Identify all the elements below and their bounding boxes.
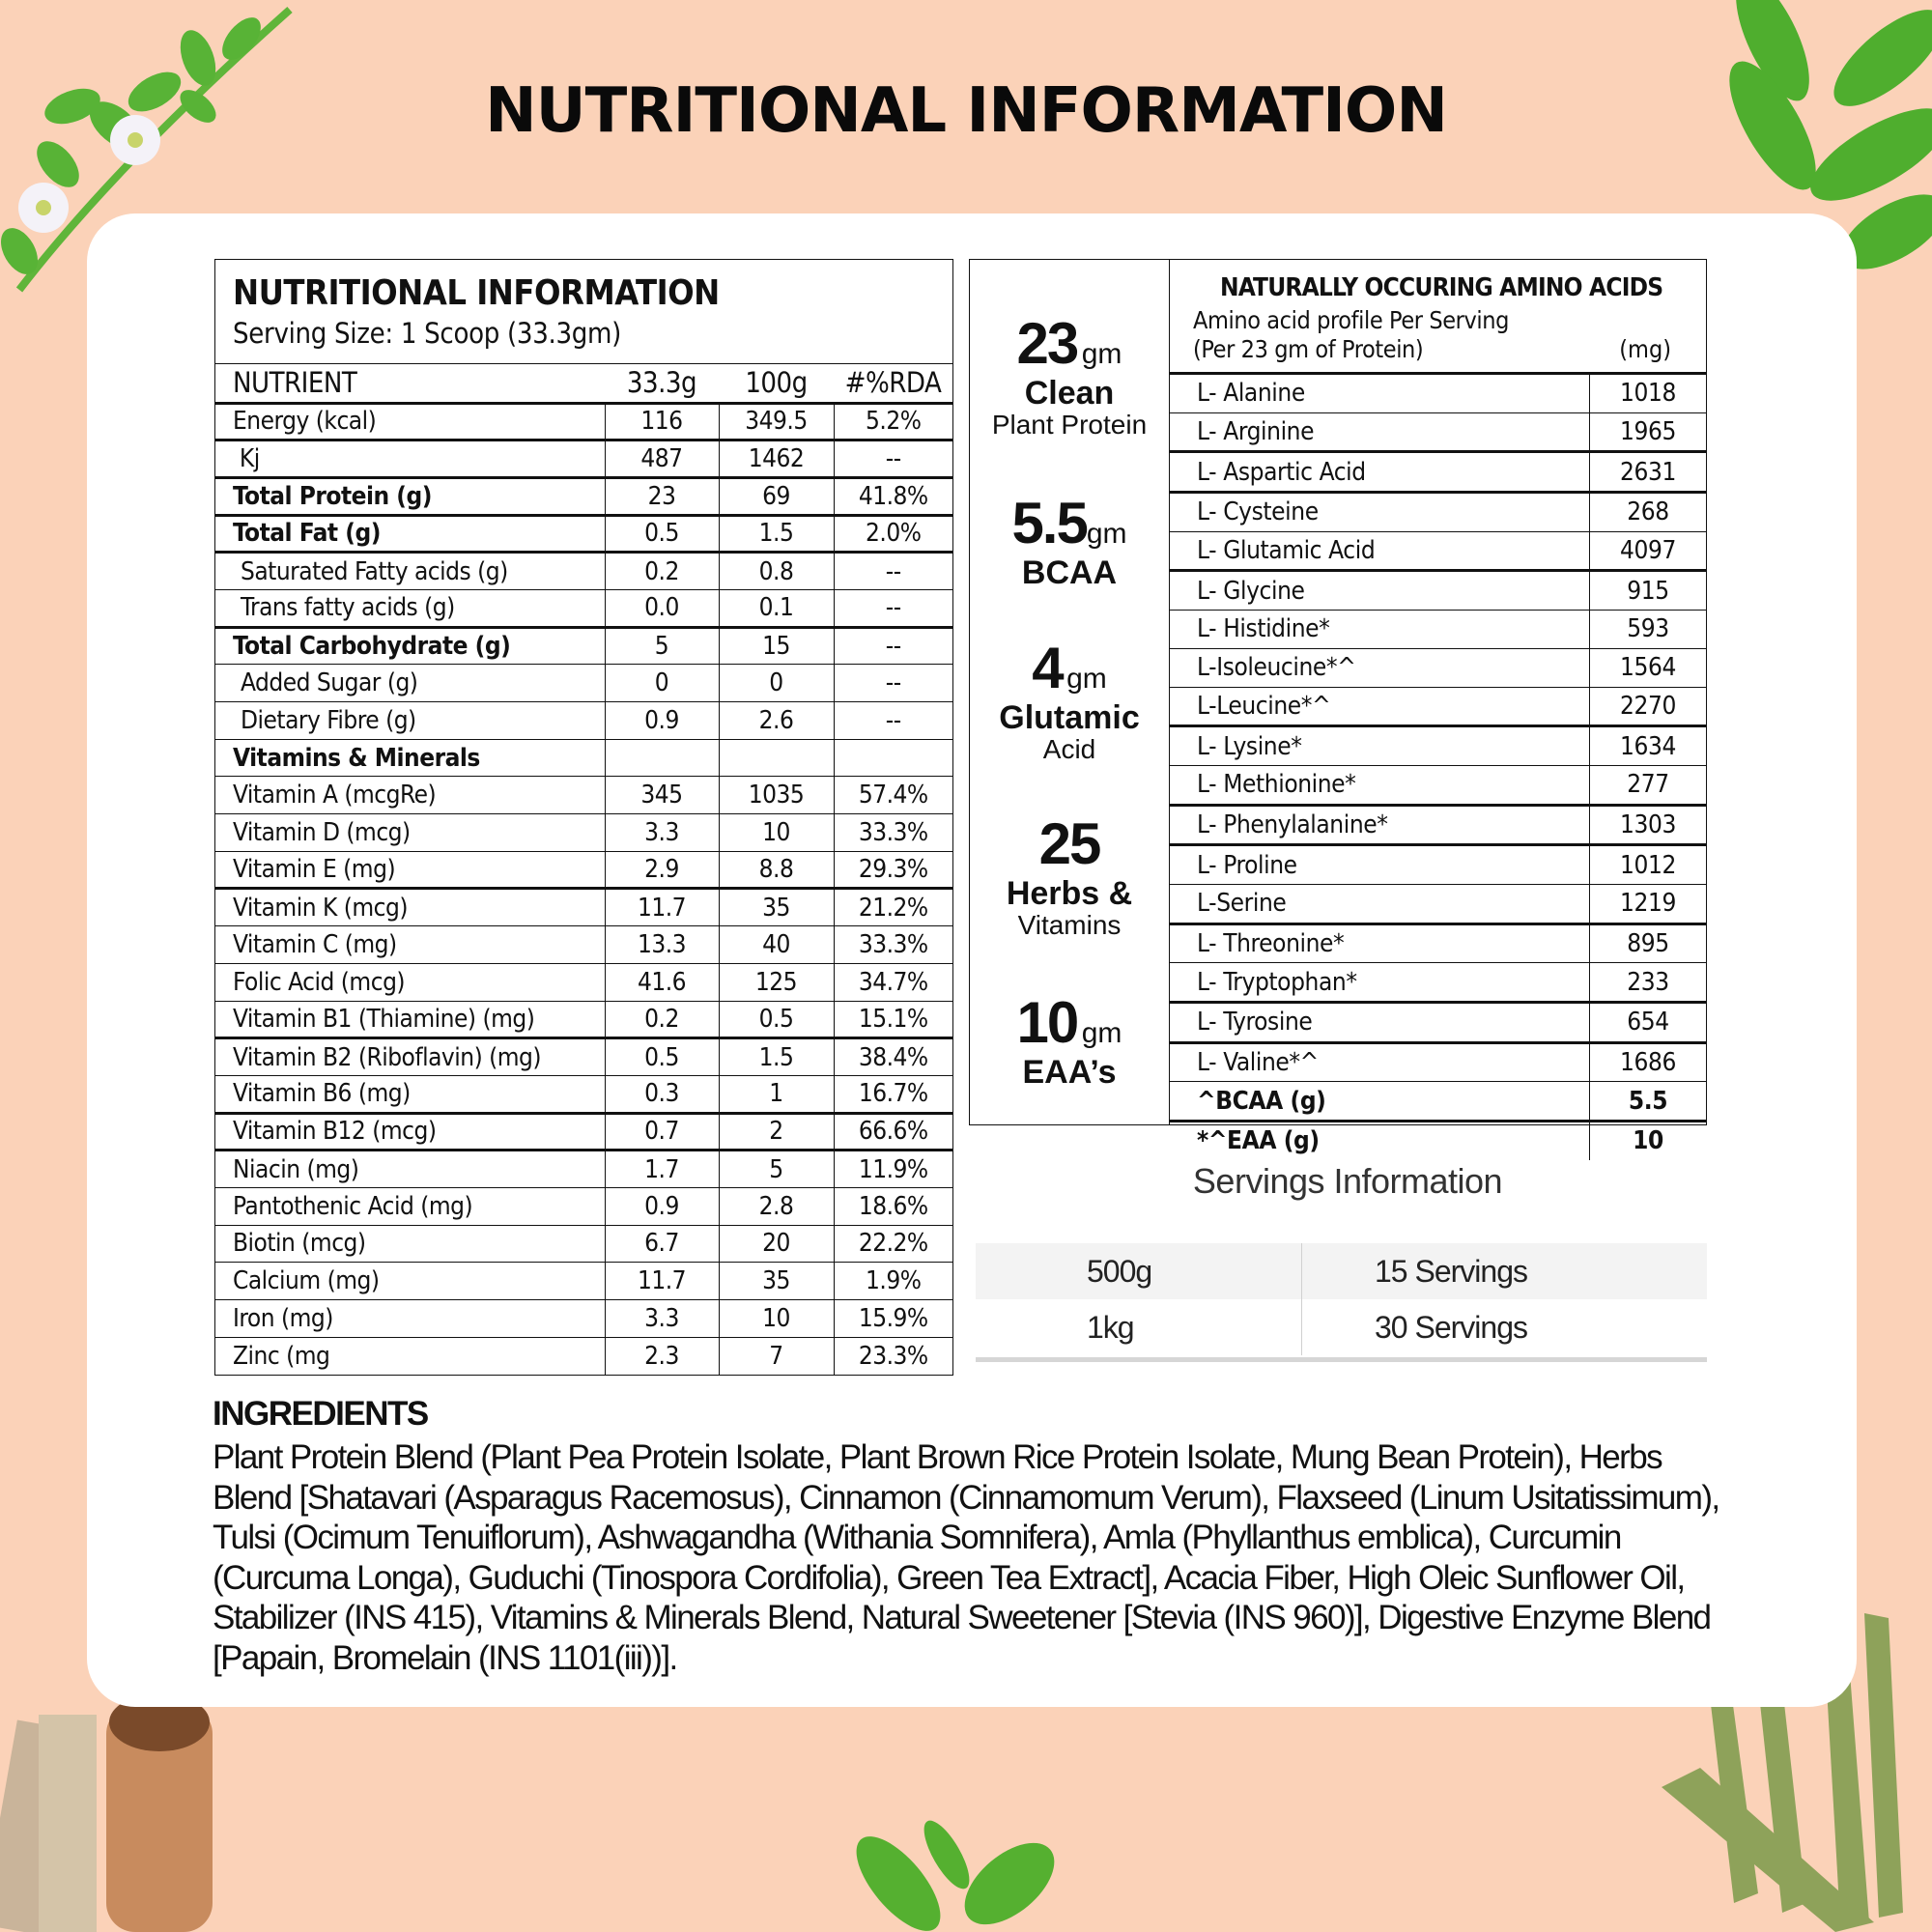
highlight-unit: gm bbox=[1081, 338, 1122, 370]
highlight-label: EAA’s bbox=[1022, 1054, 1117, 1091]
value-rda: 15.1% bbox=[834, 1001, 952, 1038]
nutrient-name: Vitamin K (mcg) bbox=[215, 889, 605, 926]
nutrient-name: Zinc (mg bbox=[215, 1337, 605, 1375]
table-row bbox=[215, 1113, 952, 1151]
table-row bbox=[215, 963, 952, 1001]
nutrient-name: Saturated Fatty acids (g) bbox=[215, 553, 605, 590]
table-row bbox=[215, 403, 952, 440]
nutrient-name: Kj bbox=[215, 440, 605, 478]
table-row bbox=[215, 1337, 952, 1375]
serving-size: Serving Size: 1 Scoop (33.3gm) bbox=[233, 317, 622, 350]
highlight-label: BCAA bbox=[1021, 554, 1118, 591]
value-per-serving: 6.7 bbox=[605, 1225, 719, 1263]
amino-value: 1564 bbox=[1590, 648, 1707, 687]
value-per-100g: 349.5 bbox=[719, 403, 834, 440]
amino-value: 1018 bbox=[1620, 379, 1676, 409]
highlight-sublabel: Acid bbox=[1042, 734, 1096, 764]
table-row bbox=[215, 665, 952, 702]
value-per-serving: 5 bbox=[605, 627, 719, 665]
value-per-serving: 3.3 bbox=[605, 1300, 719, 1338]
value-per-serving: 345 bbox=[605, 777, 719, 814]
value-per-serving: 116 bbox=[605, 403, 719, 440]
value-rda: -- bbox=[834, 589, 952, 627]
value-per-100g: 10 bbox=[719, 1300, 834, 1338]
amino-value: 654 bbox=[1590, 1003, 1707, 1043]
amino-table-header bbox=[1170, 260, 1706, 375]
value-per-serving: 2.9 bbox=[605, 851, 719, 889]
amino-name: L-Isoleucine*^ bbox=[1170, 648, 1590, 687]
amino-value: 1686 bbox=[1590, 1042, 1707, 1082]
value-rda: 33.3% bbox=[834, 926, 952, 964]
value-per-100g: 69 bbox=[719, 477, 834, 515]
value-per-100g: 1 bbox=[719, 1075, 834, 1113]
value-per-100g: 8.8 bbox=[719, 851, 834, 889]
table-row bbox=[215, 851, 952, 889]
highlight-bcaa bbox=[970, 490, 1169, 589]
amino-table-unit: (mg) bbox=[1619, 335, 1671, 363]
table-row bbox=[215, 777, 952, 814]
table-row bbox=[215, 889, 952, 926]
amino-name: L- Cysteine bbox=[1170, 493, 1590, 532]
value-rda: 41.8% bbox=[834, 477, 952, 515]
column-header-rda: #%RDA bbox=[834, 364, 952, 403]
table-row bbox=[1170, 1042, 1706, 1082]
highlight-value: 25 bbox=[1038, 811, 1100, 876]
page-title: NUTRITIONAL INFORMATION bbox=[485, 75, 1447, 147]
amino-name: *^EAA (g) bbox=[1170, 1122, 1590, 1160]
nutrient-name: Niacin (mg) bbox=[215, 1151, 605, 1188]
value-rda bbox=[834, 739, 952, 777]
table-row bbox=[1170, 963, 1706, 1003]
amino-name: L- Tryptophan* bbox=[1170, 963, 1590, 1003]
value-rda: 66.6% bbox=[834, 1113, 952, 1151]
amino-value: 593 bbox=[1590, 611, 1707, 649]
table-row bbox=[1170, 412, 1706, 452]
ingredients-title: INGREDIENTS bbox=[213, 1395, 428, 1433]
value-rda: 11.9% bbox=[834, 1151, 952, 1188]
table-row bbox=[215, 589, 952, 627]
value-per-serving: 0 bbox=[605, 665, 719, 702]
column-header-row bbox=[215, 364, 952, 403]
amino-value: 1965 bbox=[1590, 412, 1707, 452]
nutrient-name: Vitamin B6 (mg) bbox=[215, 1075, 605, 1113]
highlight-value: 10 bbox=[1016, 990, 1078, 1055]
amino-value: 1634 bbox=[1590, 726, 1707, 766]
value-per-100g: 0.8 bbox=[719, 553, 834, 590]
value-per-100g: 0.5 bbox=[719, 1001, 834, 1038]
highlight-unit: gm bbox=[1066, 663, 1107, 695]
value-per-serving: 0.5 bbox=[605, 515, 719, 553]
table-row bbox=[215, 814, 952, 852]
value-per-100g: 0 bbox=[719, 665, 834, 702]
nutrient-name: Calcium (mg) bbox=[215, 1263, 605, 1300]
table-row bbox=[215, 440, 952, 478]
value-per-serving: 0.9 bbox=[605, 1187, 719, 1225]
value-per-serving: 0.2 bbox=[605, 1001, 719, 1038]
value-per-serving: 0.0 bbox=[605, 589, 719, 627]
nutrient-name: Energy (kcal) bbox=[215, 403, 605, 440]
section-heading: Vitamins & Minerals bbox=[215, 739, 605, 777]
highlight-herbs bbox=[970, 810, 1169, 941]
value-rda: 21.2% bbox=[834, 889, 952, 926]
value-rda: 23.3% bbox=[834, 1337, 952, 1375]
highlight-label: Glutamic bbox=[999, 699, 1140, 736]
table-row bbox=[1170, 884, 1706, 923]
highlight-sublabel: Vitamins bbox=[1017, 910, 1122, 940]
nutrition-table-title: NUTRITIONAL INFORMATION bbox=[233, 273, 720, 313]
highlight-value: 23 bbox=[1016, 311, 1078, 376]
table-row bbox=[215, 1263, 952, 1300]
highlight-eaa bbox=[970, 989, 1169, 1089]
value-per-100g: 40 bbox=[719, 926, 834, 964]
table-row bbox=[215, 1151, 952, 1188]
highlight-label: Clean bbox=[1024, 375, 1115, 412]
value-rda: 18.6% bbox=[834, 1187, 952, 1225]
value-rda: 29.3% bbox=[834, 851, 952, 889]
value-rda: 16.7% bbox=[834, 1075, 952, 1113]
green-leaf-decoration-icon bbox=[840, 1816, 1092, 1932]
value-rda: 1.9% bbox=[834, 1263, 952, 1300]
amino-name: L- Phenylalanine* bbox=[1170, 805, 1590, 845]
amino-value: 2270 bbox=[1590, 687, 1707, 726]
value-per-serving: 1.7 bbox=[605, 1151, 719, 1188]
nutrient-name: Vitamin A (mcgRe) bbox=[215, 777, 605, 814]
value-rda: 2.0% bbox=[834, 515, 952, 553]
value-per-serving: 0.9 bbox=[605, 702, 719, 740]
value-per-serving: 0.3 bbox=[605, 1075, 719, 1113]
value-rda: 57.4% bbox=[834, 777, 952, 814]
value-rda: 5.2% bbox=[834, 403, 952, 440]
amino-value: 268 bbox=[1590, 493, 1707, 532]
value-per-serving: 487 bbox=[605, 440, 719, 478]
highlight-unit: gm bbox=[1081, 1017, 1122, 1049]
table-row bbox=[1170, 805, 1706, 845]
nutrient-name: Vitamin B1 (Thiamine) (mg) bbox=[215, 1001, 605, 1038]
nutrient-name: Total Fat (g) bbox=[215, 515, 605, 553]
highlight-protein bbox=[970, 310, 1169, 440]
amino-name: L-Leucine*^ bbox=[1170, 687, 1590, 726]
value-per-100g: 7 bbox=[719, 1337, 834, 1375]
nutrient-name: Total Carbohydrate (g) bbox=[215, 627, 605, 665]
amino-name: L- Tyrosine bbox=[1170, 1003, 1590, 1043]
value-per-100g: 1462 bbox=[719, 440, 834, 478]
value-per-100g: 35 bbox=[719, 889, 834, 926]
value-rda: -- bbox=[834, 665, 952, 702]
value-per-serving: 23 bbox=[605, 477, 719, 515]
nutrient-name: Trans fatty acids (g) bbox=[215, 589, 605, 627]
value-per-serving: 0.7 bbox=[605, 1113, 719, 1151]
nutrient-name: Vitamin D (mcg) bbox=[215, 814, 605, 852]
table-row bbox=[1170, 687, 1706, 726]
table-row bbox=[215, 1300, 952, 1338]
table-row bbox=[1170, 1122, 1706, 1160]
amino-value: 1303 bbox=[1590, 805, 1707, 845]
highlight-label: Herbs & bbox=[1006, 875, 1133, 912]
value-rda: -- bbox=[834, 440, 952, 478]
amino-name: L- Proline bbox=[1170, 845, 1590, 885]
column-header-nutrient: NUTRIENT bbox=[215, 364, 605, 403]
amino-name: L-Serine bbox=[1170, 884, 1590, 923]
table-row bbox=[1170, 571, 1706, 611]
table-row bbox=[1170, 1082, 1706, 1122]
table-row bbox=[215, 1038, 952, 1076]
nutrition-table bbox=[214, 259, 953, 1376]
amino-table-title: NATURALLY OCCURING AMINO ACIDS bbox=[1220, 273, 1663, 302]
column-header-per-serving: 33.3g bbox=[605, 364, 719, 403]
table-row bbox=[1170, 648, 1706, 687]
table-row bbox=[215, 515, 952, 553]
value-per-serving: 11.7 bbox=[605, 1263, 719, 1300]
amino-name: L- Histidine* bbox=[1170, 611, 1590, 649]
table-row bbox=[215, 627, 952, 665]
value-per-serving bbox=[605, 739, 719, 777]
nutrient-name: Biotin (mcg) bbox=[215, 1225, 605, 1263]
table-row bbox=[215, 1075, 952, 1113]
table-row-section bbox=[215, 739, 952, 777]
amino-name: L- Valine*^ bbox=[1170, 1042, 1590, 1082]
highlight-unit: gm bbox=[1086, 518, 1127, 550]
value-rda: -- bbox=[834, 627, 952, 665]
amino-value: 5.5 bbox=[1590, 1082, 1707, 1122]
amino-table-subtitle: (Per 23 gm of Protein) bbox=[1193, 335, 1424, 363]
value-per-100g bbox=[719, 739, 834, 777]
amino-value: 915 bbox=[1590, 571, 1707, 611]
nutrient-name: Vitamin E (mg) bbox=[215, 851, 605, 889]
amino-value: 10 bbox=[1590, 1122, 1707, 1160]
table-row bbox=[215, 477, 952, 515]
amino-name: L- Glutamic Acid bbox=[1170, 531, 1590, 571]
nutrient-name: Folic Acid (mcg) bbox=[215, 963, 605, 1001]
value-per-100g: 0.1 bbox=[719, 589, 834, 627]
table-row bbox=[215, 1225, 952, 1263]
table-row bbox=[1170, 923, 1706, 963]
value-per-100g: 1.5 bbox=[719, 1038, 834, 1076]
value-rda: 33.3% bbox=[834, 814, 952, 852]
value-per-serving: 3.3 bbox=[605, 814, 719, 852]
amino-name: L- Methionine* bbox=[1170, 765, 1590, 805]
table-row bbox=[1170, 493, 1706, 532]
value-per-100g: 20 bbox=[719, 1225, 834, 1263]
amino-name: L- Alanine bbox=[1170, 375, 1590, 412]
value-per-serving: 41.6 bbox=[605, 963, 719, 1001]
table-row bbox=[215, 1001, 952, 1038]
amino-name: ^BCAA (g) bbox=[1170, 1082, 1590, 1122]
amino-name: L- Aspartic Acid bbox=[1170, 452, 1590, 493]
servings-row bbox=[976, 1299, 1707, 1355]
table-row bbox=[1170, 452, 1706, 493]
nutrient-name: Vitamin C (mg) bbox=[215, 926, 605, 964]
value-rda: 38.4% bbox=[834, 1038, 952, 1076]
column-header-per-100g: 100g bbox=[719, 364, 834, 403]
value-per-100g: 1.5 bbox=[719, 515, 834, 553]
table-row bbox=[1170, 765, 1706, 805]
servings-table bbox=[976, 1243, 1707, 1362]
table-row bbox=[215, 553, 952, 590]
highlight-sublabel: Plant Protein bbox=[991, 410, 1148, 440]
nutrient-name: Dietary Fibre (g) bbox=[215, 702, 605, 740]
table-row bbox=[1170, 1003, 1706, 1043]
value-per-serving: 13.3 bbox=[605, 926, 719, 964]
servings-title: Servings Information bbox=[1192, 1161, 1503, 1201]
nutrient-name: Vitamin B2 (Riboflavin) (mg) bbox=[215, 1038, 605, 1076]
value-per-serving: 2.3 bbox=[605, 1337, 719, 1375]
amino-acid-table bbox=[1170, 260, 1706, 1160]
table-row bbox=[215, 926, 952, 964]
amino-name: L- Lysine* bbox=[1170, 726, 1590, 766]
value-per-100g: 2.6 bbox=[719, 702, 834, 740]
value-per-100g: 5 bbox=[719, 1151, 834, 1188]
amino-name: L- Threonine* bbox=[1170, 923, 1590, 963]
cinnamon-stick-decoration-icon bbox=[0, 1695, 232, 1932]
amino-value: 1012 bbox=[1590, 845, 1707, 885]
amino-value: 895 bbox=[1590, 923, 1707, 963]
value-per-100g: 1035 bbox=[719, 777, 834, 814]
amino-value: 233 bbox=[1590, 963, 1707, 1003]
amino-acid-panel bbox=[969, 259, 1707, 1156]
amino-value: 277 bbox=[1590, 765, 1707, 805]
table-row bbox=[1170, 531, 1706, 571]
highlights-column bbox=[970, 260, 1170, 1124]
value-per-100g: 2 bbox=[719, 1113, 834, 1151]
ingredients-text: Plant Protein Blend (Plant Pea Protein Isolate, Plant Brown Rice Protein Isolate, Mung Bean Protein), Herbs Blend [Shatavari (Asparagus Racemosus), Cinnamon (Cinnamomum Verum), Flaxseed (Linum Usitatissimum), Tulsi (Ocimum Tenuiflorum), Ashwagandha (Withania Somnifera), Amla (Phyllanthus emblica), Curcumin (Curcuma Longa), Guduchi (Tinospora Cordifolia), Green Tea Extract], Acacia Fiber, High Oleic Sunflower Oil, Stabilizer (INS 415), Vitamins & Minerals Blend, Natural Sweetener [Stevia (INS 960)], Digestive Enzyme Blend [Papain, Bromelain (INS 1101(iii))]. bbox=[213, 1438, 1719, 1677]
table-row bbox=[1170, 845, 1706, 885]
servings-row bbox=[976, 1243, 1707, 1299]
amino-table-subtitle: Amino acid profile Per Serving bbox=[1193, 306, 1510, 334]
value-per-serving: 0.5 bbox=[605, 1038, 719, 1076]
nutrient-name: Vitamin B12 (mcg) bbox=[215, 1113, 605, 1151]
servings-count: 15 Servings bbox=[1375, 1254, 1527, 1289]
value-per-100g: 10 bbox=[719, 814, 834, 852]
value-rda: 22.2% bbox=[834, 1225, 952, 1263]
value-per-100g: 2.8 bbox=[719, 1187, 834, 1225]
value-per-serving: 0.2 bbox=[605, 553, 719, 590]
table-row bbox=[215, 702, 952, 740]
nutrient-name: Added Sugar (g) bbox=[215, 665, 605, 702]
amino-name: L- Arginine bbox=[1170, 412, 1590, 452]
table-row bbox=[1170, 611, 1706, 649]
nutrition-table-header bbox=[215, 260, 952, 364]
pack-size: 1kg bbox=[976, 1299, 1302, 1355]
highlight-value: 5.5 bbox=[1011, 491, 1087, 555]
amino-name: L- Glycine bbox=[1170, 571, 1590, 611]
servings-divider bbox=[976, 1357, 1707, 1362]
value-rda: 15.9% bbox=[834, 1300, 952, 1338]
nutrient-name: Pantothenic Acid (mg) bbox=[215, 1187, 605, 1225]
amino-value: 2631 bbox=[1590, 452, 1707, 493]
value-per-100g: 125 bbox=[719, 963, 834, 1001]
nutrient-name: Total Protein (g) bbox=[215, 477, 605, 515]
value-rda: -- bbox=[834, 553, 952, 590]
highlight-glutamic-acid bbox=[970, 635, 1169, 765]
amino-value: 4097 bbox=[1590, 531, 1707, 571]
value-rda: 34.7% bbox=[834, 963, 952, 1001]
value-per-100g: 35 bbox=[719, 1263, 834, 1300]
amino-value: 1219 bbox=[1590, 884, 1707, 923]
servings-count: 30 Servings bbox=[1375, 1310, 1527, 1345]
nutrient-name: Iron (mg) bbox=[215, 1300, 605, 1338]
value-per-serving: 11.7 bbox=[605, 889, 719, 926]
table-row bbox=[1170, 726, 1706, 766]
table-row bbox=[1170, 375, 1706, 412]
pack-size: 500g bbox=[976, 1243, 1302, 1299]
value-per-100g: 15 bbox=[719, 627, 834, 665]
highlight-value: 4 bbox=[1032, 636, 1063, 700]
value-rda: -- bbox=[834, 702, 952, 740]
table-row bbox=[215, 1187, 952, 1225]
